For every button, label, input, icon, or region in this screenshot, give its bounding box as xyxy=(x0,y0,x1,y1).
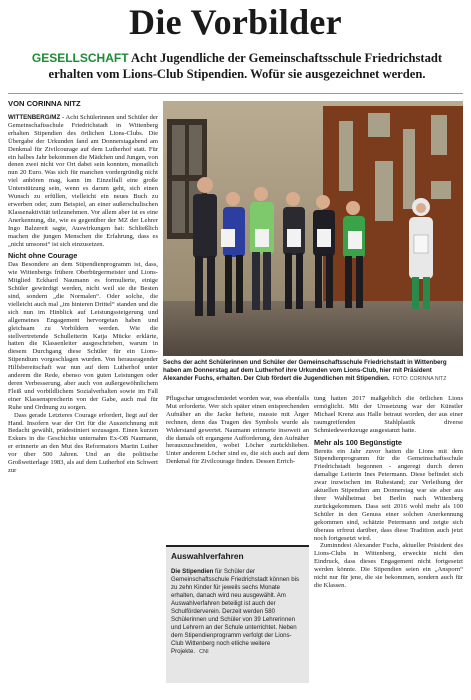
byline: VON CORINNA NITZ xyxy=(8,99,81,108)
caption-text: Sechs der acht Schülerinnen und Schüler der Gemeinschaftsschule Friedrichstadt in Wittenberg haben am Donnerstag auf dem Lutherhof ihre Urkunden vom Lions-Club, hier mit Präsident Alexander Fuchs, erhalten. Der Club fördert die Jugendlichen mit Stipendien. xyxy=(163,359,447,382)
headline: Die Vorbilder xyxy=(129,2,342,42)
info-box-body: für Schüler der Gemeinschaftsschule Friedrichstadt können bis zu zehn Kinder für jeweils sechs Monate erhalten, danach wird neu ausgewählt. Am Auswahlverfahren beteiligt ist auch der Schulförderverein. Derzeit werden 580 Schülerinnen und Schüler von 39 Lehrerinnen und Lehrern an der Schule unterrichtet. Neben dem Stipendienprogramm verfolgt der Lions-Club Wittenberg noch etliche weitere Projekte. xyxy=(171,568,300,655)
article-column-3 xyxy=(314,395,463,697)
photo-caption xyxy=(163,359,463,383)
dateline: WITTENBERG/MZ xyxy=(8,114,61,121)
article-column-2 xyxy=(166,395,309,541)
subheadline xyxy=(14,50,460,82)
paragraph-text: - Acht Schülerinnen und Schüler der Gemeinschaftsschule Friedrichstadt in Wittenberg erhalten Stipendien des örtlichen Lions-Clubs. Die Übergabe der Urkunden fand am Donnerstagabend am Denkmal für Zivilcourage auf dem Lutherhof statt. Für ein halbes Jahr bekommen die Mädchen und Jungen, von denen zwei nicht vor Ort dabei sein konnten, monatlich nun 20 Euro. Was sich für manchen vordergründig nicht viel anhören mag, kann im Einzelfall eine große Unterstützung sein, wenn es darum geht, sich einen Wunsch zu erfüllen, vielleicht ein neues Buch zu erwerben oder, zum Beispiel, an einer außerschulischen Klassenaktivität teilzunehmen. Vor allem aber ist es eine Anerkennung, die, wie es gegenüber der MZ der Lehrer Ingo Balzereit sagte, Auswirkungen hat: Schließlich machen die jungen Menschen die Erfahrung, dass es „nicht umsonst“ ist sich einzusetzen. xyxy=(8,114,158,248)
section-heading: Nicht ohne Courage xyxy=(8,251,78,261)
article-paragraph: Das Besondere an dem Stipendienprogramm ist, dass, wie Wittenbergs frühere Oberbürgermeister und Lions-Mitglied Eckhard Naumann es formulierte, einige Schüler gewürdigt werden, nicht weil sie die Besten sind, sondern „die Normalen“. Oder solche, die vielleicht auch mal „im hinteren Drittel“ standen und die sich nun im Hinblick auf Leistungssteigerung und allgemeines Engagement hervorgetan haben und gleichsam zu Vorbildern werden. Wie die stellvertretende Schulleiterin Katja Mücke erklärte, hatten die Klassenleiter ausgeschrieben, warum in diesem Durchgang diese Schüler für ein Lions-Stipendium vorgeschlagen wurden. Von herausragender Hilfsbereitschaft war nun auf dem Lutherhof unter anderem die Rede, ebenso von guten Leistungen oder deren Verbesserung, aber auch von außergewöhnlichem Fleiß und vorbildlichem Sozialverhalten sowie im Fall einer Klassensprecherin von der Gabe, auch mal für Ruhe und Ordnung zu sorgen. xyxy=(8,261,158,411)
info-box-title: Auswahlverfahren xyxy=(166,547,309,565)
photo-credit: FOTO: CORINNA NITZ xyxy=(392,376,447,382)
info-box-lead: Die Stipendien xyxy=(171,568,214,575)
section-heading: Mehr als 100 Begünstigte xyxy=(314,437,402,447)
group-photo-illustration xyxy=(163,101,463,356)
info-box-text xyxy=(166,565,309,683)
info-box-signature: CNI xyxy=(199,649,209,655)
article-column-1 xyxy=(8,114,158,696)
article-paragraph: Pflugschar umgeschmiedet worden war, was ebenfalls Mut erforderte. Wer sich später einen entsprechenden Aufnäher an die Jacke heftete, musste mit Ärger rechnen, denn das Tragen des Symbols wurde als Widerstand gewertet. Naumann erinnerte insoweit an die damals oft ergangene Aufforderung, den Aufnäher herauszuschneiden, wobei Löcher zurückblieben. Unter anderem Löcher sind es, die sich auch auf dem Denkmal für Zivilcourage finden. Dessen Errich- xyxy=(166,395,309,466)
article-paragraph xyxy=(8,114,158,248)
article-paragraph: Zuminndest Alexander Fuchs, aktueller Präsident des Lions-Clubs in Wittenberg, erweckte nicht den Eindruck, dass dieses Engagement nicht fortgesetzt werden könnte. Die Stipendien seien ein „Ansporn“ nicht nur für jene, die sie bekommen, sondern auch für die Klassen. xyxy=(314,542,463,589)
divider xyxy=(8,93,463,94)
article-paragraph: Bereits ein Jahr zuvor hatten die Lions mit dem Stipendienprogramm für die Gemeinschaftsschule Friedrichstadt begonnen - angeregt durch deren damalige Leiterin Ines Petermann. Diese befindet sich zwar inzwischen im Ruhestand; zur Verleihung der aktuellen Stipendien am Donnerstag war sie aber aus ihrer Wahlheimat bei Berlin nach Wittenberg zurückgekommen. Dass seit 2016 wohl mehr als 100 Schüler in den Genuss einer solchen Anerkennung gekommen sind, schätzte Petermann und zeigte sich überaus erfreut darüber, dass diese Tradition auch jetzt noch fortgesetzt wird. xyxy=(314,447,463,542)
article-paragraph: tung hatten 2017 maßgeblich die örtlichen Lions ermöglicht. Mit der Umsetzung war der Künstler Michael Krenz aus Halle betraut worden, der aus einer raumgreifenden Stahlplastik diverse Schmiedewerkzeuge ausgestanzt hatte. xyxy=(314,395,463,434)
article-paragraph: Dass gerade Letzteres Courage erfordert, liegt auf der Hand. Insofern war der Ort für die Auszeichnung mit Bedacht gewählt, prädestiniert sozusagen. Einen kurzen Exkurs in die Geschichte unternahm Ex-OB Naumann, er erinnerte an den Mut des Reformators Martin Luther vor über 500 Jahren. Und an die politische Großwetterlage 1983, als auf dem Lutherhof ein Schwert zur xyxy=(8,411,158,474)
info-box xyxy=(166,545,309,697)
subheadline-text: Acht Jugendliche der Gemeinschaftsschule Friedrichstadt erhalten vom Lions-Club Stipendien. Wofür sie ausgezeichnet werden. xyxy=(48,51,443,81)
article-photo xyxy=(163,101,463,356)
section-kicker: GESELLSCHAFT xyxy=(31,51,129,65)
